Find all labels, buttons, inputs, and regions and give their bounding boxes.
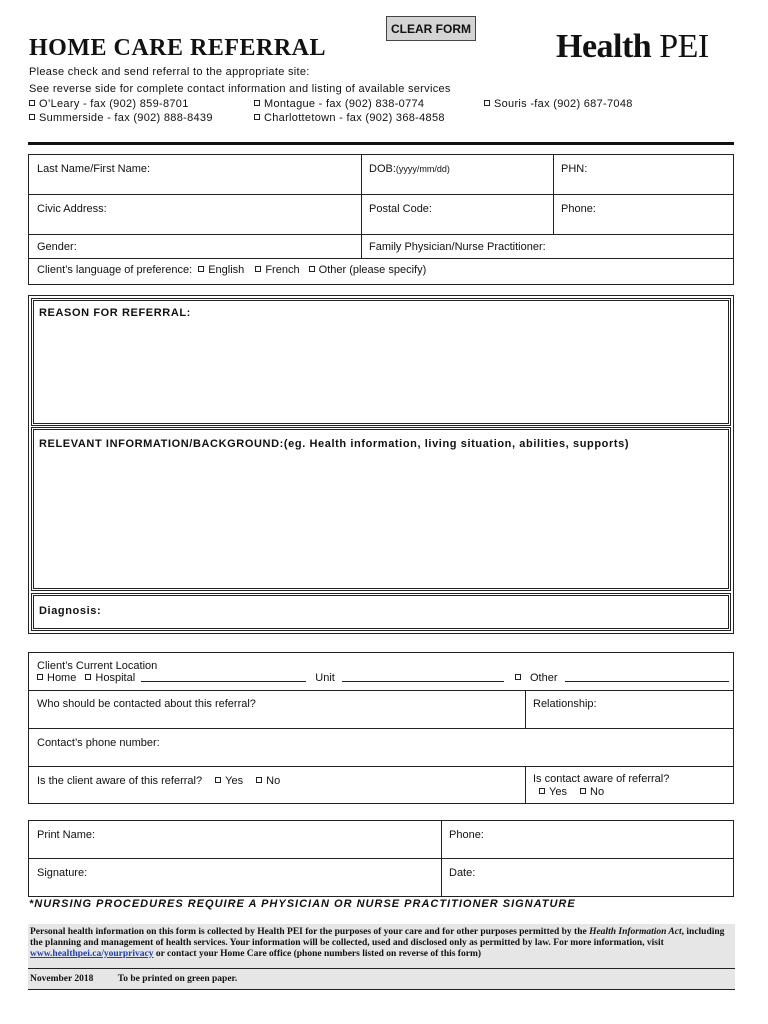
checkbox-contact-aware-yes[interactable]: [539, 788, 545, 794]
language-english: English: [208, 264, 245, 276]
location-label: Client’s Current Location: [37, 660, 158, 672]
reason-heading: REASON FOR REFERRAL:: [39, 307, 191, 319]
site-option-souris[interactable]: [484, 98, 633, 110]
checkbox-other-location[interactable]: [515, 674, 521, 680]
form-title: HOME CARE REFERRAL: [29, 35, 327, 61]
date-field[interactable]: Date:: [449, 867, 476, 879]
background-box[interactable]: [31, 427, 731, 591]
diagnosis-box[interactable]: [31, 593, 731, 631]
language-other: Other (please specify): [318, 264, 427, 276]
privacy-text-2: , including the planning and management of health services. Your information will be collected, used and disclosed only as permitted by law. For more information, visit: [30, 927, 725, 948]
hospital-line[interactable]: [141, 673, 306, 682]
gender-field[interactable]: Gender:: [37, 241, 77, 253]
checkbox-montague[interactable]: [254, 100, 260, 106]
client-info-table: [28, 154, 734, 285]
checkbox-oleary[interactable]: [29, 100, 35, 106]
header-divider: [28, 142, 734, 145]
dob-label: DOB:: [369, 163, 396, 175]
other-location-line[interactable]: [565, 673, 729, 682]
contact-phone-field[interactable]: Contact’s phone number:: [37, 737, 160, 749]
site-option-summerside[interactable]: [29, 112, 213, 124]
unit-label: Unit: [315, 672, 335, 684]
signer-phone-field[interactable]: Phone:: [449, 829, 484, 841]
clear-form-button[interactable]: CLEAR FORM: [386, 16, 476, 41]
reason-for-referral-box[interactable]: [31, 298, 731, 426]
privacy-link[interactable]: www.healthpei.ca/yourprivacy: [30, 949, 154, 959]
checkbox-english[interactable]: [198, 266, 204, 272]
client-aware-no: No: [266, 775, 281, 787]
contact-aware-no: No: [590, 786, 605, 798]
site-option-charlottetown[interactable]: [254, 112, 445, 124]
phone-field[interactable]: Phone:: [561, 203, 596, 215]
site-label-charlottetown: Charlottetown - fax (902) 368-4858: [264, 112, 445, 124]
current-location-row: [29, 653, 737, 684]
postal-code-field[interactable]: Postal Code:: [369, 203, 432, 215]
phn-field[interactable]: PHN:: [561, 163, 588, 175]
contact-table: [28, 652, 734, 804]
site-option-oleary[interactable]: [29, 98, 189, 110]
language-row: [29, 259, 434, 276]
checkbox-client-aware-no[interactable]: [256, 777, 262, 783]
client-aware-row: [29, 767, 288, 787]
checkbox-charlottetown[interactable]: [254, 114, 260, 120]
physician-field[interactable]: Family Physician/Nurse Practitioner:: [369, 241, 546, 253]
other-location-label: Other: [529, 672, 558, 684]
diagnosis-heading: Diagnosis:: [39, 605, 102, 617]
background-heading: RELEVANT INFORMATION/BACKGROUND:(eg. Health information, living situation, abilities, supports): [39, 438, 630, 450]
language-french: French: [265, 264, 300, 276]
checkbox-home[interactable]: [37, 674, 43, 680]
client-aware-label: Is the client aware of this referral?: [37, 775, 203, 787]
location-hospital: Hospital: [95, 672, 136, 684]
contact-aware-label: Is contact aware of referral?: [533, 773, 670, 785]
location-home: Home: [47, 672, 77, 684]
who-to-contact-field[interactable]: Who should be contacted about this referral?: [37, 698, 256, 710]
relationship-field[interactable]: Relationship:: [533, 698, 597, 710]
site-label-summerside: Summerside - fax (902) 888-8439: [39, 112, 213, 124]
logo-bold-text: Health: [556, 28, 652, 65]
unit-line[interactable]: [342, 673, 504, 682]
checkbox-souris[interactable]: [484, 100, 490, 106]
site-option-montague[interactable]: [254, 98, 424, 110]
footer-line: [30, 974, 237, 985]
checkbox-hospital[interactable]: [85, 674, 91, 680]
client-aware-yes: Yes: [225, 775, 244, 787]
checkbox-french[interactable]: [255, 266, 261, 272]
checkbox-client-aware-yes[interactable]: [215, 777, 221, 783]
privacy-text-3: or contact your Home Care office (phone numbers listed on reverse of this form): [153, 949, 482, 959]
contact-aware-yes: Yes: [549, 786, 567, 798]
signature-table: [28, 820, 734, 897]
intro-line-2: See reverse side for complete contact information and listing of available services: [29, 83, 451, 95]
intro-line-1: Please check and send referral to the appropriate site:: [29, 66, 310, 78]
language-label: Client’s language of preference:: [37, 264, 193, 276]
site-label-oleary: O’Leary - fax (902) 859-8701: [39, 98, 189, 110]
print-name-field[interactable]: Print Name:: [37, 829, 96, 841]
contact-aware-row: [525, 767, 677, 799]
site-label-souris: Souris -fax (902) 687-7048: [494, 98, 633, 110]
site-label-montague: Montague - fax (902) 838-0774: [264, 98, 425, 110]
dob-field[interactable]: [361, 155, 458, 175]
form-date: November 2018: [30, 974, 94, 984]
checkbox-other-language[interactable]: [309, 266, 315, 272]
referral-section: [28, 295, 734, 634]
logo-regular-text: PEI: [659, 28, 709, 65]
dob-format: (yyyy/mm/dd): [395, 164, 450, 174]
checkbox-summerside[interactable]: [29, 114, 35, 120]
footer-divider: [28, 968, 735, 969]
print-note: To be printed on green paper.: [117, 974, 238, 984]
privacy-notice: [28, 924, 735, 990]
name-field[interactable]: Last Name/First Name:: [37, 163, 151, 175]
signature-warning: *NURSING PROCEDURES REQUIRE A PHYSICIAN OR NURSE PRACTITIONER SIGNATURE: [29, 898, 576, 910]
civic-address-field[interactable]: Civic Address:: [37, 203, 107, 215]
checkbox-contact-aware-no[interactable]: [580, 788, 586, 794]
signature-field[interactable]: Signature:: [37, 867, 88, 879]
privacy-act: Health Information Act: [589, 927, 682, 937]
health-pei-logo: [556, 28, 709, 66]
privacy-text-1: Personal health information on this form is collected by Health PEI for the purposes of your care and for other purposes permitted by the: [30, 927, 590, 937]
